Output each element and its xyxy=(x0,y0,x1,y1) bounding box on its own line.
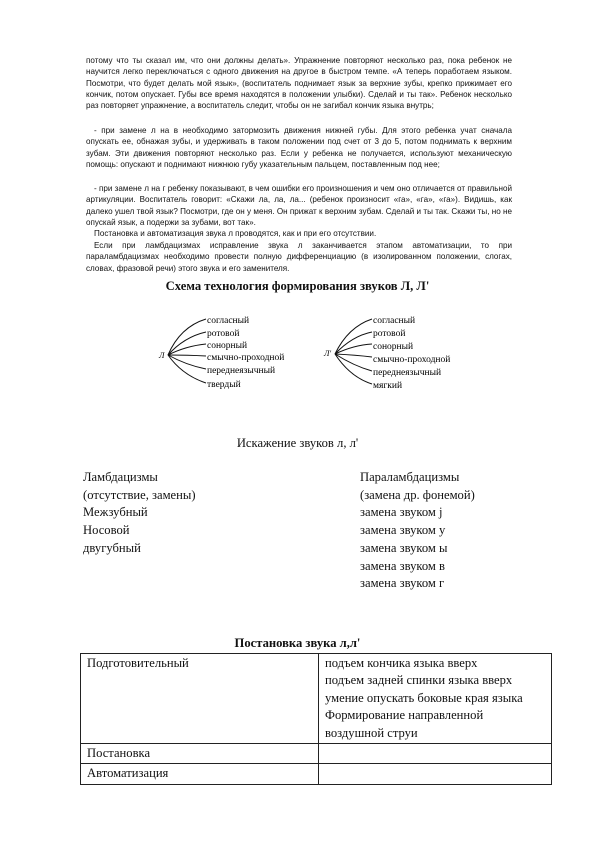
scheme-left-item: согласный xyxy=(207,316,250,326)
paragraph-automation-note: Постановка и автоматизация звука л проводятся, как и при его отсутствии. xyxy=(94,229,377,238)
paragraph-continuation: потому что ты сказал им, что они должны делать». Упражнение повторяют несколько раз, пока ребенок не научится легко переключаться с одного движения на другое в быстром темпе. «А теперь поработаем языком. Посмотри, что будет делать мой язык», (воспитатель поднимает язык за верхние зубы, крепко прижимает его кончик, потом опускает. Губы все время находятся в положении улыбки). Сделай и ты так». Ребенок несколько раз повторяет упражнение, а воспитатель следит, чтобы он не загибал кончик языка внутрь; xyxy=(86,56,512,111)
stage-item: подъем кончика языка вверх xyxy=(325,656,478,670)
scheme-title: Схема технология формирования звуков Л, Л' xyxy=(165,279,430,293)
stage-cell: Подготовительный xyxy=(81,654,319,744)
scheme-left-item: ротовой xyxy=(207,329,240,339)
setup-table xyxy=(80,653,552,785)
distortion-title: Искажение звуков л, л' xyxy=(236,436,359,450)
scheme-left-item: твердый xyxy=(207,380,241,390)
scheme-right-item: согласный xyxy=(373,316,416,326)
scheme-right-item: смычно-проходной xyxy=(373,355,451,365)
scheme-left-item: смычно-проходной xyxy=(207,353,285,363)
scheme-right-item: переднеязычный xyxy=(373,368,442,378)
scheme-left-item: сонорный xyxy=(207,341,248,351)
paragraph-replace-v: - при замене л на в необходимо затормозить движения нижней губы. Для этого ребенка учат сначала опускать ее, обнажая зубы, и удерживать в таком положении под счет от 3 до 5, потом поднимать к верхним зубам. Эти движения повторяют несколько раз. Если у ребенка не получается, используют механическую помощь: опускают и поднимают нижнюю губу указательным пальцем, поставленным под нее; xyxy=(86,126,512,169)
paralambdacism-line: замена звуком j xyxy=(360,505,443,520)
paralambdacism-line: замена звуком у xyxy=(360,523,446,538)
lambdacism-column xyxy=(83,469,196,558)
scheme-right-item: мягкий xyxy=(373,381,403,391)
scheme-right-label: Л' xyxy=(324,349,332,358)
scheme-left-items xyxy=(207,315,284,390)
stage-items-cell xyxy=(319,744,552,764)
paralambdacism-column xyxy=(360,469,475,593)
lambdacism-line: (отсутствие, замены) xyxy=(83,487,196,502)
paragraph-replace-g: - при замене л на г ребенку показывают, в чем ошибки его произношения и чем оно отличается от правильной артикуляции. Воспитатель говорит: «Скажи ла, ла, ла... (ребенок произносит «га», «га», «га»). Видишь, как далеко ушел твой язык? Посмотри, где он у меня. Он прижат к верхним зубам. Сделай и ты так. Скажи ты, но не опускай язык, а подержи за зубами, вот так». xyxy=(86,184,512,227)
lambdacism-line: Ламбдацизмы xyxy=(83,470,158,484)
stage-item: подъем задней спинки языка вверх xyxy=(325,673,513,688)
table-row xyxy=(81,764,552,784)
lambdacism-line: двугубный xyxy=(83,540,141,555)
sound-scheme-diagram xyxy=(140,305,460,405)
stage-item: воздушной струи xyxy=(325,725,418,740)
scheme-right-items xyxy=(373,315,450,391)
paralambdacism-line: замена звуком в xyxy=(360,558,445,573)
paralambdacism-line: (замена др. фонемой) xyxy=(360,487,475,502)
table-row xyxy=(81,744,552,764)
scheme-right-branches xyxy=(335,319,372,384)
lambdacism-line: Носовой xyxy=(83,523,130,538)
paralambdacism-line: замена звуком г xyxy=(360,576,445,591)
scheme-left-label: Л xyxy=(159,351,165,360)
stage-item: умение опускать боковые края языка xyxy=(325,690,523,705)
lambdacism-line: Межзубный xyxy=(83,505,148,520)
scheme-right-item: сонорный xyxy=(373,342,414,352)
paralambdacism-line: замена звуком ы xyxy=(360,540,448,555)
paragraph-differentiation: Если при ламбдацизмах исправление звука л заканчивается этапом автоматизации, то при параламбдацизмах необходимо провести полную дифференциацию (в изолированном положении, слогах, словах, фразовой речи) этого звука и его заменителя. xyxy=(86,241,512,273)
table-row xyxy=(81,654,552,744)
stage-items-cell xyxy=(319,654,552,744)
stage-cell: Постановка xyxy=(81,744,319,764)
paralambdacism-line: Параламбдацизмы xyxy=(360,470,460,484)
stage-items-cell xyxy=(319,764,552,784)
stage-item: Формирование направленной xyxy=(325,708,484,723)
scheme-right-item: ротовой xyxy=(373,329,406,339)
scheme-left-branches xyxy=(168,319,206,383)
stage-cell: Автоматизация xyxy=(81,764,319,784)
scheme-left-item: переднеязычный xyxy=(207,366,276,376)
setup-title: Постановка звука л,л' xyxy=(234,636,361,650)
